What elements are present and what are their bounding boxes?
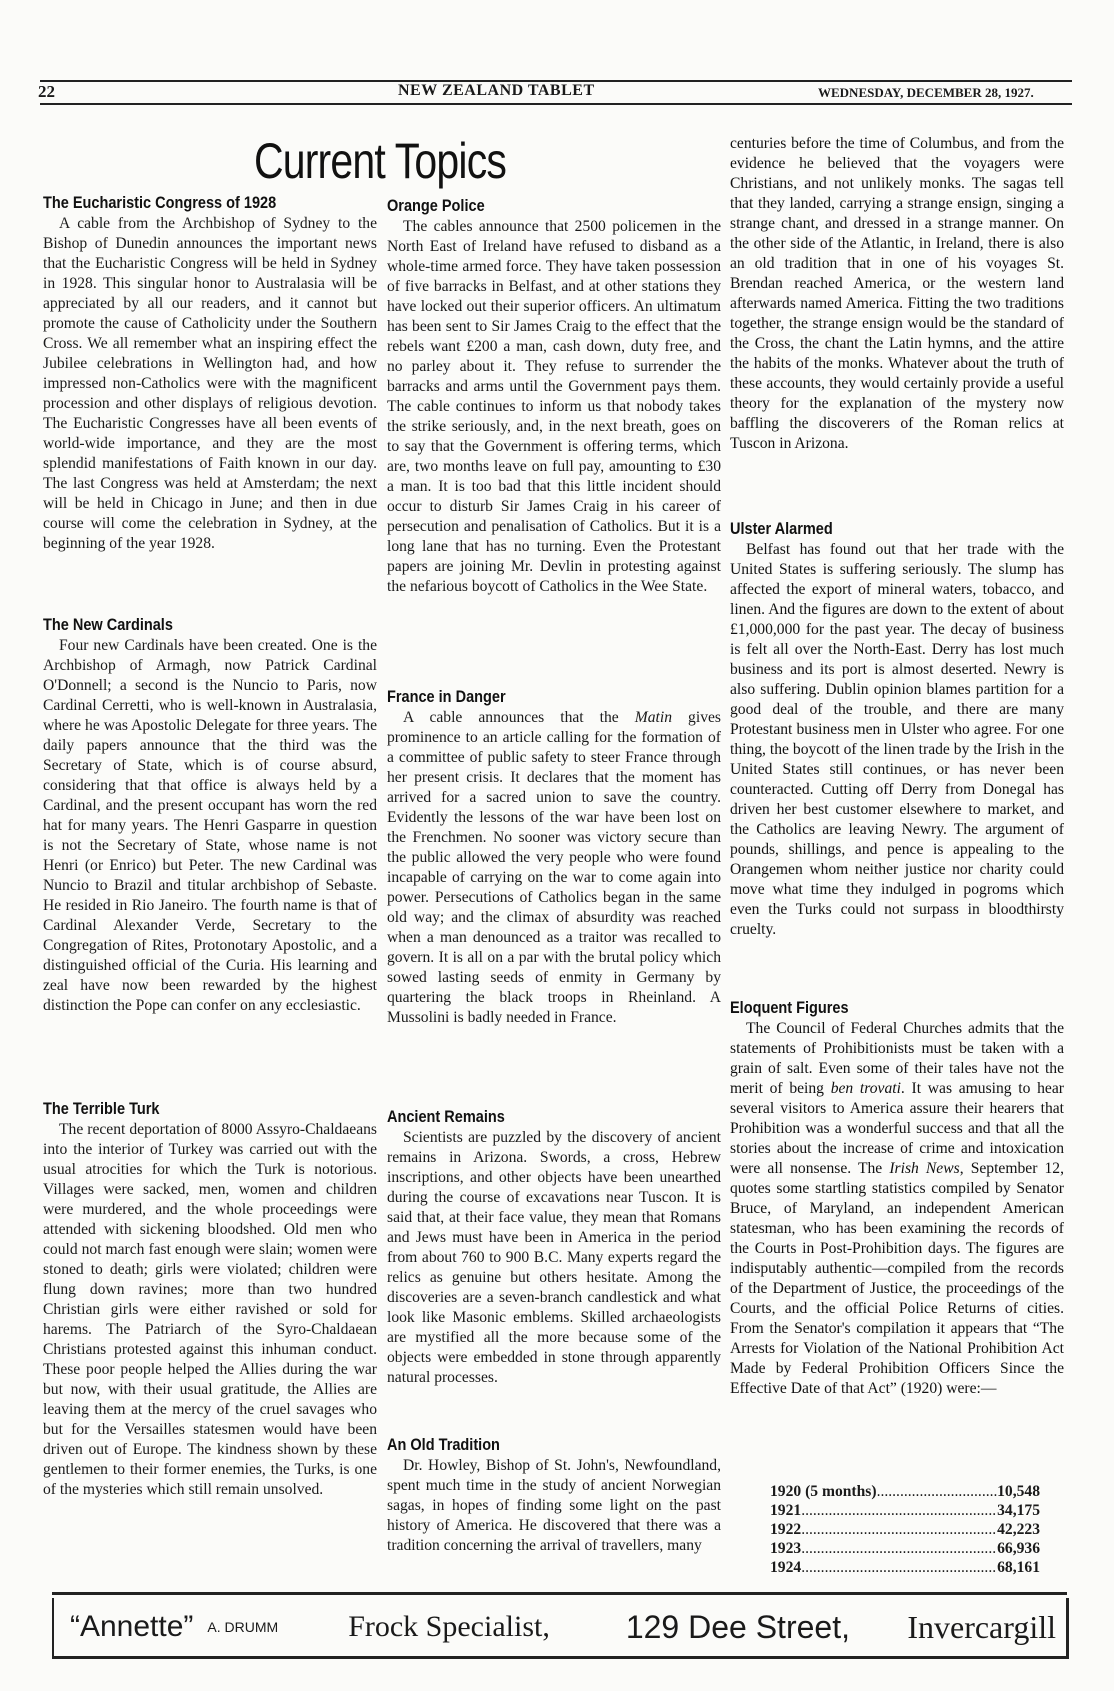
body-text: . It was amusing to hear several visitors to America assure their hearers that Prohibition was a wonderful success and that all the stories about the increase of crime and intoxication were all nonsense. The [730, 1080, 1064, 1177]
arrests: 42,223 [997, 1521, 1040, 1538]
page-number: 22 [38, 82, 55, 101]
body-text: , September 12, quotes some startling statistics compiled by Senator Bruce, of Maryland, an independent American statesman, who has been examining the records of the Courts in Post-Prohibition days. The figures are indisputably authentic—compiled from the records of the Department of Justice, the proceedings of the Courts, and the official Police Returns of cities. From the Senator's compilation it appears that “The Arrests for Violation of the National Prohibition Act Made by Federal Prohibition Officers Since the Effective Date of that Act” (1920) were:— [730, 1160, 1064, 1397]
arrests: 66,936 [997, 1540, 1040, 1557]
arrests-table [770, 1482, 1040, 1577]
town: Invercargill [907, 1608, 1056, 1645]
year: 1922 [770, 1521, 802, 1538]
newspaper-title: Matin [634, 709, 673, 726]
arrests: 34,175 [997, 1502, 1040, 1519]
page-title: Current Topics [253, 133, 507, 189]
year: 1923 [770, 1540, 802, 1557]
article-orange-police [387, 197, 721, 597]
year: 1920 (5 months) [770, 1483, 877, 1500]
table-row [770, 1558, 1040, 1577]
paper-name: NEW ZEALAND TABLET [398, 82, 595, 99]
advertisement [52, 1598, 1069, 1659]
article-heading: The Terrible Turk [43, 1100, 160, 1118]
body-text: gives prominence to an article calling for the formation of a committee of public safety to steer France through her present crisis. It declares that the moment has arrived for a sacred union to save the country. Evidently the lessons of the war have been lost on the Frenchmen. No sooner was victory secure than the public allowed the very people who were found incapable of carrying on the war to come again into power. Persecutions of Catholics began in the same old way; and the climax of absurdity was reached when a man denounced as a traitor was recalled to govern. It is all on a par with the brutal policy which sowed lasting seeds of enmity in Germany by quartering the black troops in Rheinland. A Mussolini is badly needed in France. [387, 709, 721, 1026]
leader-dots [801, 1501, 997, 1520]
article-body: Scientists are puzzled by the discovery of ancient remains in Arizona. Swords, a cross, Hebrew inscriptions, and other objects have been unearthed during the course of excavations near Tuscon. It is said that, at their face value, they mean that Romans and Jews must have been in America in the period from about 760 to 900 B.C. Many experts regard the relics as genuine but others hesitate. Among the discoveries are a seven-branch candlestick and what look like Masonic emblems. Skilled archaeologists are mystified all the more because some of the objects were embedded in stone through apparently natural processes. [387, 1129, 721, 1386]
year: 1921 [770, 1502, 802, 1519]
newspaper-title: Irish News [889, 1160, 960, 1177]
arrests: 68,161 [997, 1559, 1040, 1576]
article-heading: The New Cardinals [43, 616, 173, 634]
article-ancient-remains [387, 1108, 721, 1388]
article-heading: Eloquent Figures [730, 999, 849, 1017]
article-body-continued: centuries before the time of Columbus, and from the evidence he believed that the voyagers were Christians, and not unlikely monks. The sagas tell that they landed, carrying a strange ensign, singing a strange chant, and dressed in a strange manner. On the other side of the Atlantic, in Ireland, there is also an old tradition that in one of his voyages St. Brendan reached America, or the western land afterwards named America. Fitting the two traditions together, the strange ensign would be the standard of the Cross, the chant the Latin hymns, and the attire the habits of the monks. Whatever about the truth of these accounts, they would certainly provide a useful theory for the explanation of the mystery now baffling the discoverers of the Roman relics at Tuscon in Arizona. [730, 135, 1064, 452]
article-body: A cable from the Archbishop of Sydney to the Bishop of Dunedin announces the important news that the Eucharistic Congress will be held in Sydney in 1928. This singular honor to Australasia will be appreciated by all our readers, and it cannot but promote the cause of Catholicity under the Southern Cross. We all remember what an inspiring effect the Jubilee celebrations in Wellington had, and how impressed non-Catholics were with the magnificent procession and other displays of religious devotion. The Eucharistic Congresses have all been events of world-wide importance, and they are the most splendid manifestations of Faith known in our day. The last Congress was held at Amsterdam; the next will be held in Chicago in June; and then in due course will come the celebration in Sydney, at the beginning of the year 1928. [43, 215, 377, 552]
article-old-tradition [387, 1436, 721, 1556]
article-france-in-danger [387, 688, 721, 1028]
table-row [770, 1501, 1040, 1520]
article-old-tradition-continued [730, 134, 1064, 454]
article-eloquent-figures [730, 999, 1064, 1399]
body-text: A cable announces that the [403, 709, 635, 726]
article-body [387, 708, 721, 1028]
article-heading: France in Danger [387, 688, 506, 706]
header-rule [40, 103, 1072, 105]
leader-dots [877, 1482, 998, 1501]
leader-dots [801, 1539, 997, 1558]
arrests: 10,548 [997, 1483, 1040, 1500]
leader-dots [801, 1558, 997, 1577]
article-body: Four new Cardinals have been created. One is the Archbishop of Armagh, now Patrick Cardinal O'Donnell; a second is the Nuncio to Paris, now Cardinal Cerretti, who is well-known in Australasia, where he was Apostolic Delegate for three years. The daily papers announce that the third was the Secretary of State, which is of course absurd, considering that that office is always held by a Cardinal, and the present occupant has worn the red hat for many years. The Henri Gasparre in question is not the Secretary of State, whose name is not Henri (or Enrico) but Peter. The new Cardinal was Nuncio to Brazil and titular archbishop of Sebaste. He resided in Rio Janeiro. The fourth name is that of Cardinal Alexander Verde, Secretary to the Congregation of Rites, Protonotary Apostolic, and a distinguished official of the Curia. His learning and zeal have now been rewarded by the highest distinction the Pope can confer on any ecclesiastic. [43, 637, 377, 1014]
proprietor: A. DRUMM [207, 1619, 279, 1635]
article-heading: Orange Police [387, 197, 485, 215]
advert-top-rule [52, 1592, 1067, 1595]
issue-date: WEDNESDAY, DECEMBER 28, 1927. [818, 85, 1034, 100]
leader-dots [801, 1520, 997, 1539]
table-row [770, 1482, 1040, 1501]
table-row [770, 1539, 1040, 1558]
trade: Frock Specialist, [348, 1610, 550, 1643]
article-body [730, 1019, 1064, 1399]
italic-phrase: ben trovati [830, 1080, 901, 1097]
table-row [770, 1520, 1040, 1539]
year: 1924 [770, 1559, 802, 1576]
article-terrible-turk [43, 1100, 377, 1500]
article-heading: An Old Tradition [387, 1436, 500, 1454]
article-heading: Ulster Alarmed [730, 520, 833, 538]
article-heading: The Eucharistic Congress of 1928 [43, 194, 277, 212]
article-body: The recent deportation of 8000 Assyro-Chaldaeans into the interior of Turkey was carried out with the usual atrocities for which the Turk is notorious. Villages were sacked, men, women and children were murdered, and the whole proceedings were attended with sickening bloodshed. Old men who could not march fast enough were slain; women were stoned to death; girls were violated; children were flung down ravines; more than two hundred Christian girls were either ravished or sold for harems. The Patriarch of the Syro-Chaldaean Christians protested against this inhuman conduct. These poor people helped the Allies during the war but now, with their usual gratitude, the Allies are leaving them at the mercy of the cruel savages who but for the Versailles statesmen would have been driven out of Europe. The kindness shown by these gentlemen to their former enemies, the Turks, is one of the mysteries which still remain unsolved. [43, 1121, 377, 1498]
shop-name: “Annette” [70, 1610, 194, 1643]
body-text: The Council of Federal Churches admits that the statements of Prohibitionists must be taken with a grain of salt. Even some of their tales have not the merit of being [730, 1020, 1064, 1097]
article-body: Belfast has found out that her trade with the United States is suffering seriously. The slump has affected the export of mineral waters, tobacco, and linen. And the figures are down to the extent of about £1,000,000 for the past year. The decay of business is felt all over the North-East. Derry has lost much business and its port is almost deserted. Newry is also suffering. Dublin opinion blames partition for a good deal of the trouble, and there are many Protestant business men in Ulster who agree. For one thing, the boycott of the linen trade by the Irish in the United States still continues, or has never been counteracted. Cutting off Derry from Donegal has driven her best customer elsewhere to market, and the Catholics are leaving Newry. The argument of pounds, shillings, and pence is appealing to the Orangemen whom neither justice nor charity could move what time they indulged in pogroms which even the Turks could not surpass in bloodthirsty cruelty. [730, 541, 1064, 938]
article-new-cardinals [43, 616, 377, 1016]
article-eucharistic-congress [43, 194, 377, 554]
article-body: The cables announce that 2500 policemen in the North East of Ireland have refused to disband as a whole-time armed force. They have taken possession of five barracks in Belfast, and at other stations they have locked out their superior officers. An ultimatum has been sent to Sir James Craig to the effect that the rebels want £200 a man, cash down, duty free, and no parley about it. They refuse to surrender the barracks and arms until the Government pays them. The cable continues to inform us that nobody takes the strike seriously, and, in the next breath, goes on to say that the Government is offering terms, which are, two months leave on full pay, amounting to £30 a man. It is too bad that this little incident should occur to disturb Sir James Craig in his career of persecution and penalisation of Catholics. But it is a long lane that has no turning. Even the Protestant papers are joining Mr. Devlin in protesting against the nefarious boycott of Catholics in the Wee State. [387, 218, 721, 595]
article-body: Dr. Howley, Bishop of St. John's, Newfoundland, spent much time in the study of ancient Norwegian sagas, in hopes of finding some light on the past history of America. He discovered that there was a tradition concerning the arrival of travellers, many [387, 1457, 721, 1554]
article-heading: Ancient Remains [387, 1108, 505, 1126]
address: 129 Dee Street, [625, 1608, 850, 1645]
article-ulster-alarmed [730, 520, 1064, 940]
